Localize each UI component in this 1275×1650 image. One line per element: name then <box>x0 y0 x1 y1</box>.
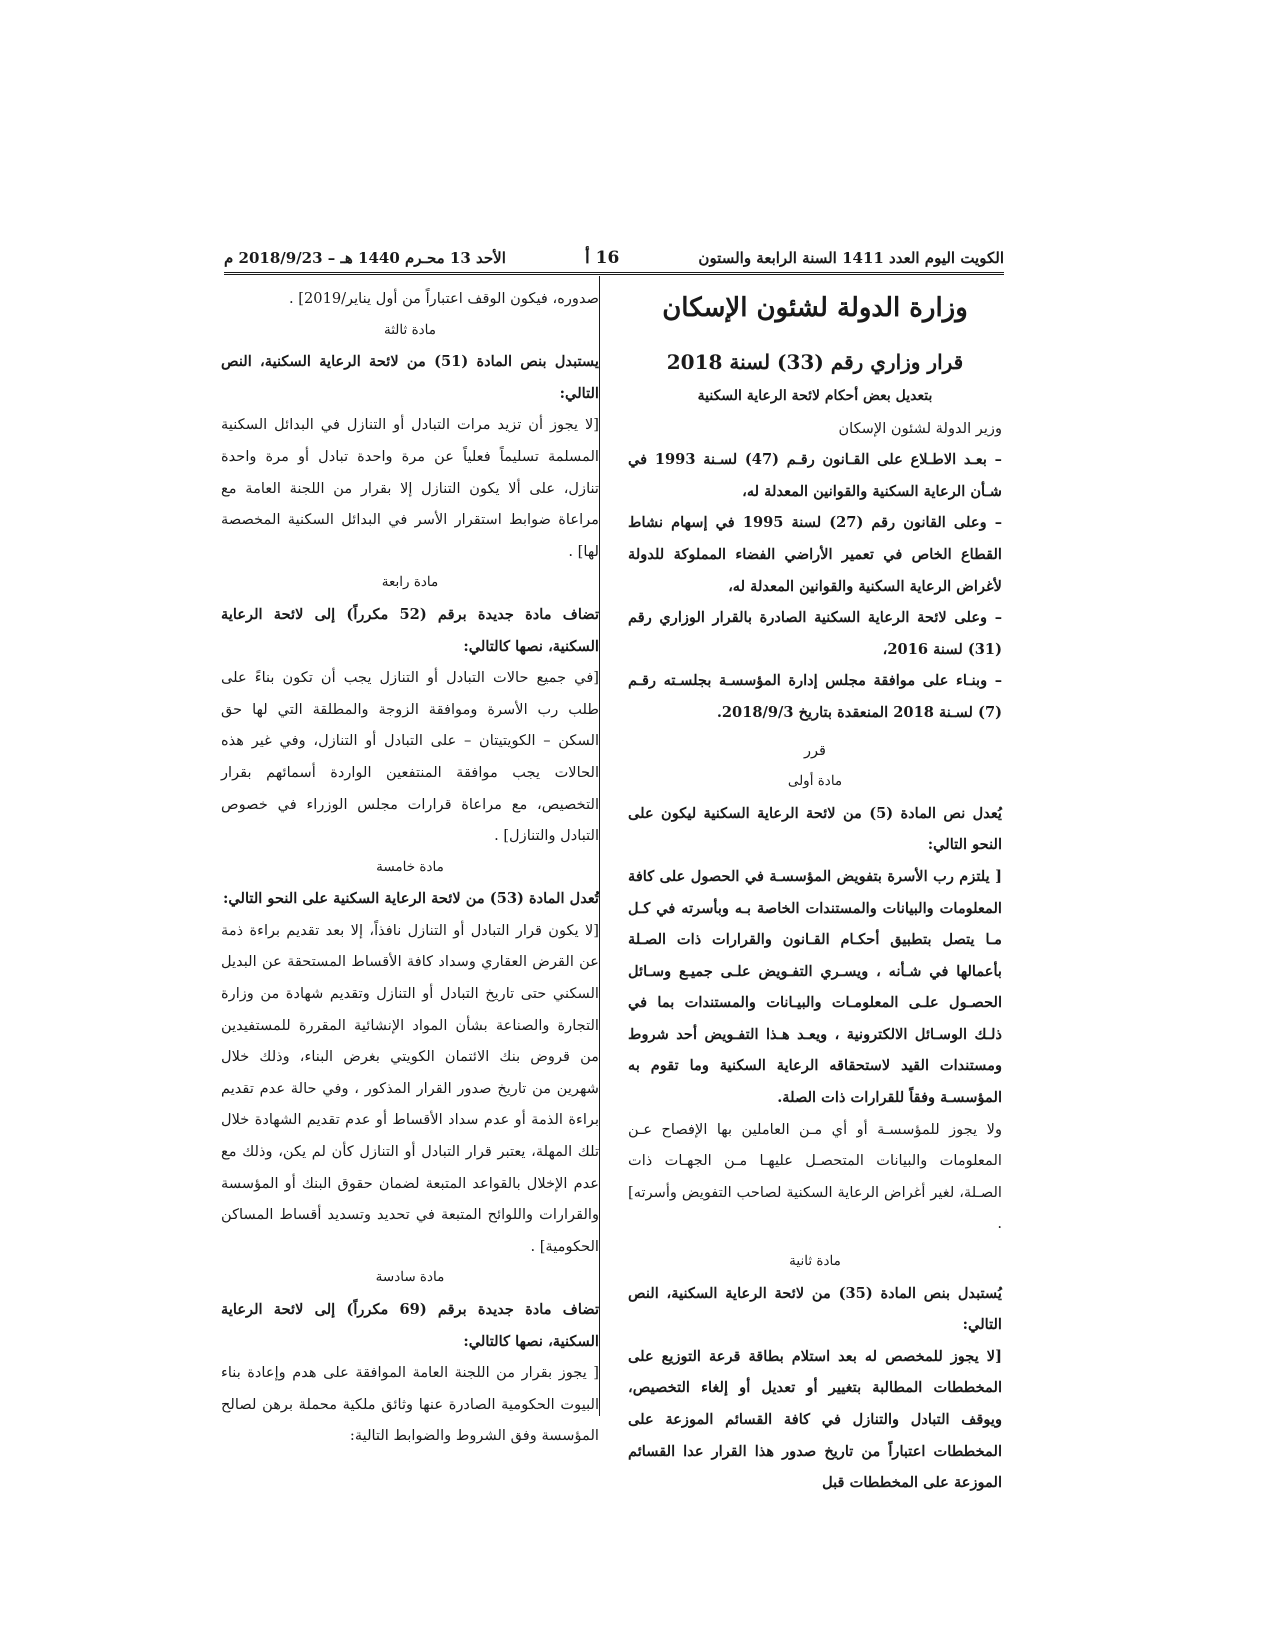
recital-1: – بعـد الاطـلاع على القـانون رقـم (47) لسـنة 1993 في شـأن الرعاية السكنية والقوانين المعدلة له، <box>628 451 1002 500</box>
article-6-title: مادة سادسة <box>375 1269 445 1286</box>
article-4-body: [في جميع حالات التبادل أو التنازل يجب أن تكون بناءً على طلب رب الأسرة وموافقة الزوجة والمطلقة التي لها حق السكن – الكويتيتان – على التبادل أو التنازل، وفي غير هذه الحالات يجب موافقة المنتفعين الواردة أسمائهم بقرار التخصيص، مع مراعاة قرارات مجلس الوزراء في خصوص التبادل والتنازل] . <box>221 669 599 845</box>
issue-date: الأحد 13 محـرم 1440 هـ – 2018/9/23 م <box>224 249 506 267</box>
recital-2: – وعلى القانون رقم (27) لسنة 1995 في إسهام نشاط القطاع الخاص في تعمير الأراضي الفضاء المملوكة للدولة لأغراض الرعاية السكنية والقوانين المعدلة له، <box>628 514 1002 595</box>
recital-3: – وعلى لائحة الرعاية السكنية الصادرة بالقرار الوزاري رقم (31) لسنة 2016، <box>628 609 1002 658</box>
ministry-title: وزارة الدولة لشئون الإسكان <box>662 293 968 323</box>
left-column <box>221 283 599 1452</box>
article-1-title: مادة أولى <box>787 773 843 790</box>
minister-line: وزير الدولة لشئون الإسكان <box>838 419 1002 437</box>
article-4-title: مادة رابعة <box>381 574 439 591</box>
article-4-intro: تضاف مادة جديدة برقم (52 مكرراً) إلى لائحة الرعاية السكنية، نصها كالتالي: <box>221 605 599 655</box>
article-1-body-2: ولا يجوز للمؤسسـة أو أي مـن العاملين بها الإفصاح عـن المعلومات والبيانات المتحصـل عليهـا مـن الجهـات ذات الصـلة، لغير أغراض الرعاية السكنية لصاحب التفويض وأسرته] . <box>628 1120 1002 1233</box>
page-header <box>224 244 1004 272</box>
decided-heading: قرر <box>803 741 827 759</box>
article-1-intro: يُعدل نص المادة (5) من لائحة الرعاية السكنية ليكون على النحو التالي: <box>628 804 1002 854</box>
recital-4: – وبنـاء على موافقة مجلس إدارة المؤسسـة بجلسـته رقـم (7) لسـنة 2018 المنعقدة بتاريخ 2018/9/3. <box>628 672 1002 721</box>
right-column <box>628 283 1002 1499</box>
article-2-title: مادة ثانية <box>789 1253 841 1270</box>
continuation-text: صدوره، فيكون الوقف اعتباراً من أول يناير/2019] . <box>289 290 599 307</box>
article-6-intro: تضاف مادة جديدة برقم (69 مكرراً) إلى لائحة الرعاية السكنية، نصها كالتالي: <box>221 1301 599 1350</box>
article-3-body: [لا يجوز أن تزيد مرات التبادل أو التنازل في البدائل السكنية المسلمة تسليماً فعلياً عن مرة واحدة تبادل أو مرة واحدة تنازل، على ألا يكون التنازل إلا بقرار من اللجنة العامة مع مراعاة ضوابط استقرار الأسر في البدائل السكنية المخصصة لها] . <box>221 416 599 560</box>
article-3-title: مادة ثالثة <box>383 321 437 338</box>
header-rule <box>224 272 1004 275</box>
decree-title: قرار وزاري رقم (33) لسنة 2018 <box>666 350 964 374</box>
column-divider <box>599 276 600 1416</box>
page-number: 16 أ <box>584 248 620 268</box>
article-5-intro: تُعدل المادة (53) من لائحة الرعاية السكنية على النحو التالي: <box>222 890 599 908</box>
article-2-intro: يُستبدل بنص المادة (35) من لائحة الرعاية السكنية، النص التالي: <box>628 1284 1002 1334</box>
article-3-intro: يستبدل بنص المادة (51) من لائحة الرعاية السكنية، النص التالي: <box>221 353 599 402</box>
decree-subtitle: بتعديل بعض أحكام لائحة الرعاية السكنية <box>697 388 933 404</box>
article-6-body: [ يجوز بقرار من اللجنة العامة الموافقة على هدم وإعادة بناء البيوت الحكومية الصادرة عنها وثائق ملكية محملة برهن لصالح المؤسسة وفق الشروط والضوابط التالية: <box>221 1364 599 1445</box>
article-2-body: [لا يجوز للمخصص له بعد استلام بطاقة قرعة التوزيع على المخططات المطالبة بتغيير أو تعديل أو إلغاء التخصيص، ويوقف التبادل والتنازل في كافة القسائم الموزعة على المخططات اعتباراً من تاريخ صدور هذا القرار عدا القسائم الموزعة على المخططات قبل <box>628 1347 1002 1492</box>
issue-info: الكويت اليوم العدد 1411 السنة الرابعة والستون <box>698 249 1004 267</box>
article-5-body: [لا يكون قرار التبادل أو التنازل نافذاً، إلا بعد تقديم براءة ذمة عن القرض العقاري وسداد كافة الأقساط المستحقة عن البديل السكني حتى تاريخ التبادل أو التنازل وتقديم شهادة من وزارة التجارة والصناعة بشأن المواد الإنشائية المقررة للمستفيدين من قروض بنك الائتمان الكويتي بغرض البناء، وذلك خلال شهرين من تاريخ صدور القرار المذكور ، وفي حالة عدم تقديم براءة الذمة أو عدم سداد الأقساط أو عدم تقديم الشهادة خلال تلك المهلة، يعتبر قرار التبادل أو التنازل كأن لم يكن، وذلك مع عدم الإخلال بالقواعد المتبعة لضمان حقوق البنك أو المؤسسة والقرارات واللوائح المتبعة في تحديد وتسديد أقساط المساكن الحكومية] . <box>221 921 599 1255</box>
article-5-title: مادة خامسة <box>376 858 444 875</box>
article-1-body: [ يلتزم رب الأسرة بتفويض المؤسسـة في الحصول على كافة المعلومات والبيانات والمستندات الخاصة بـه وبأسرته في كـل مـا يتصل بتطبيق أحكـام القـانون والقرارات ذات الصـلة بأعمالها في شـأنه ، ويسـري التفـويض علـى جميـع وسـائل الحصـول علـى المعلومـات والبيـانات والمستندات بما في ذلـك الوسـائل الالكترونية ، ويعـد هـذا التفـويض أحد شروط ومستندات القيد لاستحقاقه الرعاية السكنية وما تقوم به المؤسسـة وفقاً للقرارات ذات الصلة. <box>628 867 1002 1107</box>
